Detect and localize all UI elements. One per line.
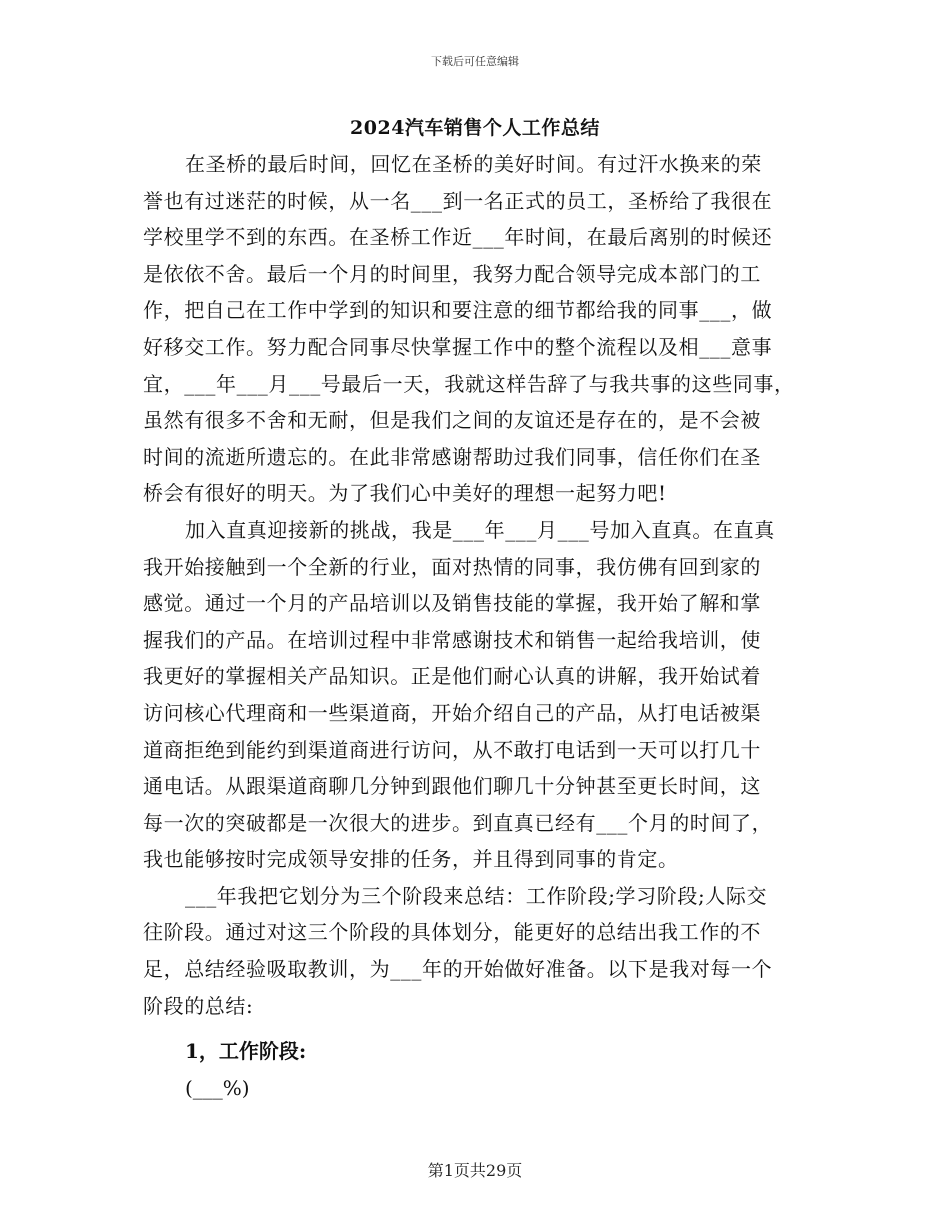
paragraph-line: 学校里学不到的东西。在圣桥工作近___年时间，在最后离别的时候还	[143, 225, 773, 250]
paragraph-line: 作，把自己在工作中学到的知识和要注意的细节都给我的同事___，做	[143, 298, 773, 323]
paragraph-line: 每一次的突破都是一次很大的进步。到直真已经有___个月的时间了，	[143, 810, 773, 835]
paragraph-line: ___年我把它划分为三个阶段来总结：工作阶段;学习阶段;人际交	[185, 883, 768, 908]
paragraph-line: 我也能够按时完成领导安排的任务，并且得到同事的肯定。	[143, 847, 679, 872]
paragraph-line: 通电话。从跟渠道商聊几分钟到跟他们聊几十分钟甚至更长时间，这	[143, 774, 761, 799]
paragraph-line: 访问核心代理商和一些渠道商，开始介绍自己的产品，从打电话被渠	[143, 700, 761, 725]
paragraph-line: 我更好的掌握相关产品知识。正是他们耐心认真的讲解，我开始试着	[143, 664, 761, 689]
section-heading: 1，工作阶段:	[185, 1039, 307, 1064]
paragraph-line: 感觉。通过一个月的产品培训以及销售技能的掌握，我开始了解和掌	[143, 591, 761, 616]
paragraph-line: 桥会有很好的明天。为了我们心中美好的理想一起努力吧!	[143, 481, 667, 506]
document-body	[143, 146, 823, 1106]
page-number: 第1页共29页	[427, 1161, 523, 1180]
paragraph-line: 阶段的总结:	[143, 993, 254, 1018]
paragraph-1	[143, 146, 823, 512]
paragraph-3	[143, 878, 823, 1024]
paragraph-line: 在圣桥的最后时间，回忆在圣桥的美好时间。有过汗水换来的荣	[185, 152, 762, 176]
paragraph-line: 宜，___年___月___号最后一天，我就这样告辞了与我共事的这些同事，	[143, 371, 795, 396]
paragraph-line: 好移交工作。努力配合同事尽快掌握工作中的整个流程以及相___意事	[143, 334, 773, 359]
paragraph-line: 足，总结经验吸取教训，为___年的开始做好准备。以下是我对每一个	[143, 957, 773, 982]
paragraph-line: 虽然有很多不舍和无耐，但是我们之间的友谊还是存在的，是不会被	[143, 408, 761, 433]
paragraph-line: 誉也有过迷茫的时候，从一名___到一名正式的员工，圣桥给了我很在	[143, 188, 773, 213]
paragraph-line: 加入直真迎接新的挑战，我是___年___月___号加入直真。在直真	[185, 517, 775, 542]
paragraph-line: 道商拒绝到能约到渠道商进行访问，从不敢打电话到一天可以打几十	[143, 737, 761, 762]
paragraph-2	[143, 512, 823, 878]
document-title: 2024汽车销售个人工作总结	[350, 117, 600, 139]
paragraph-line: 握我们的产品。在培训过程中非常感谢技术和销售一起给我培训，使	[143, 627, 761, 652]
paragraph-line: 时间的流逝所遗忘的。在此非常感谢帮助过我们同事，信任你们在圣	[143, 444, 761, 469]
paragraph-line: 我开始接触到一个全新的行业，面对热情的同事，我仿佛有回到家的	[143, 554, 761, 579]
paragraph-line: 往阶段。通过对这三个阶段的具体划分，能更好的总结出我工作的不	[143, 920, 761, 945]
page-header-note: 下载后可任意编辑	[431, 55, 519, 68]
percent-placeholder: (___%)	[185, 1075, 250, 1100]
paragraph-line: 是依依不舍。最后一个月的时间里，我努力配合领导完成本部门的工	[143, 261, 761, 286]
